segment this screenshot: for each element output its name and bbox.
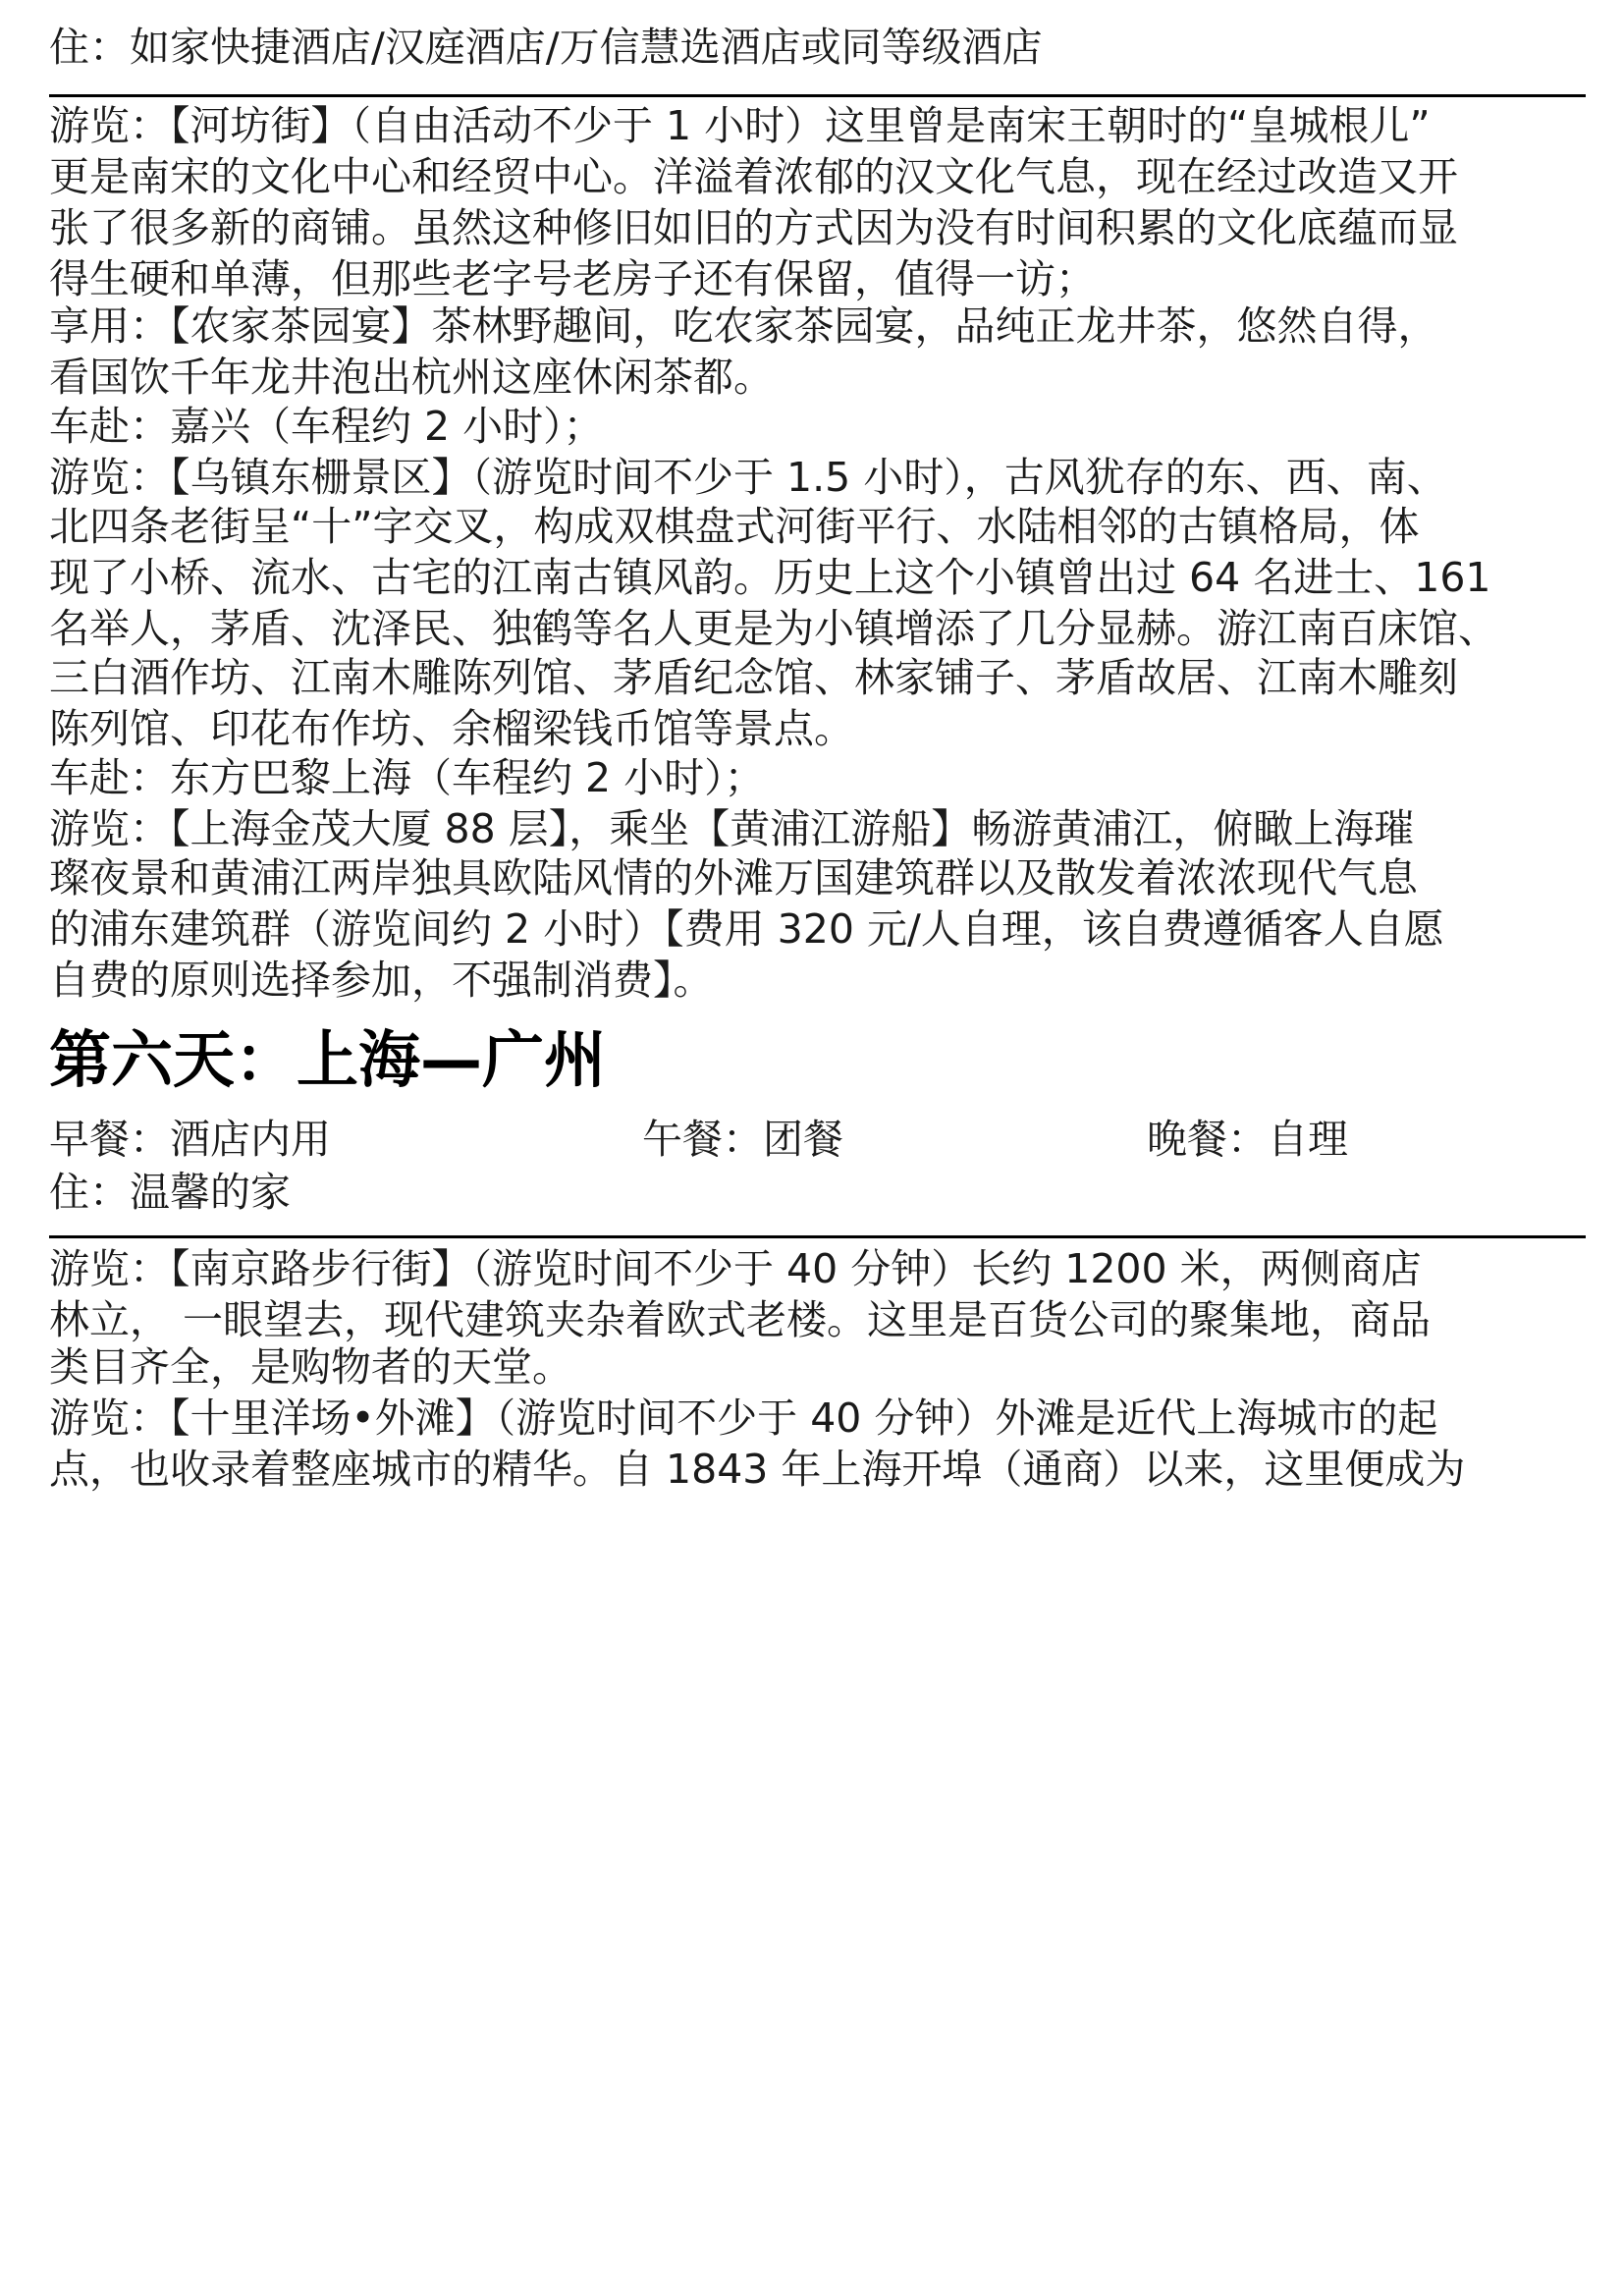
itinerary-line: 得生硬和单薄，但那些老字号老房子还有保留，值得一访；: [49, 255, 1096, 302]
itinerary-line: 看国饮千年龙井泡出杭州这座休闲茶都。: [49, 354, 774, 401]
itinerary-line: 现了小桥、流水、古宅的江南古镇风韵。历史上这个小镇曾出过 64 名进士、161: [49, 554, 1491, 601]
itinerary-line: 名举人，茅盾、沈泽民、独鹤等名人更是为小镇增添了几分显赫。游江南百床馆、: [49, 605, 1498, 652]
itinerary-line: 点，也收录着整座城市的精华。自 1843 年上海开埠（通商）以来，这里便成为: [49, 1446, 1466, 1493]
breakfast-label: 早餐：酒店内用: [49, 1116, 331, 1163]
itinerary-line: 陈列馆、印花布作坊、余榴梁钱币馆等景点。: [49, 705, 854, 752]
itinerary-line: 三白酒作坊、江南木雕陈列馆、茅盾纪念馆、林家铺子、茅盾故居、江南木雕刻: [49, 654, 1458, 701]
section-divider: [49, 94, 1586, 97]
section-divider: [49, 1235, 1586, 1238]
itinerary-line: 类目齐全，是购物者的天堂。: [49, 1343, 572, 1391]
itinerary-line: 游览：【河坊街】（自由活动不少于 1 小时）这里曾是南宋王朝时的“皇城根儿”: [49, 102, 1431, 149]
itinerary-line: 游览：【十里洋场•外滩】（游览时间不少于 40 分钟）外滩是近代上海城市的起: [49, 1394, 1438, 1442]
itinerary-line: 车赴：嘉兴（车程约 2 小时）；: [49, 403, 604, 450]
lodging-line: 住：温馨的家: [49, 1169, 291, 1216]
lodging-line: 住：如家快捷酒店/汉庭酒店/万信慧选酒店或同等级酒店: [49, 24, 1043, 71]
itinerary-line: 的浦东建筑群（游览间约 2 小时）【费用 320 元/人自理，该自费遵循客人自愿: [49, 905, 1444, 953]
day-heading: 第六天：上海—广州: [49, 1024, 606, 1096]
itinerary-line: 游览：【乌镇东栅景区】（游览时间不少于 1.5 小时），古风犹存的东、西、南、: [49, 454, 1447, 501]
itinerary-line: 游览：【南京路步行街】（游览时间不少于 40 分钟）长约 1200 米，两侧商店: [49, 1245, 1422, 1292]
itinerary-line: 北四条老街呈“十”字交叉，构成双棋盘式河街平行、水陆相邻的古镇格局，体: [49, 503, 1420, 550]
itinerary-line: 享用：【农家茶园宴】茶林野趣间，吃农家茶园宴，品纯正龙井茶，悠然自得，: [49, 302, 1438, 350]
itinerary-line: 更是南宋的文化中心和经贸中心。洋溢着浓郁的汉文化气息，现在经过改造又开: [49, 153, 1458, 200]
lunch-label: 午餐：团餐: [642, 1116, 843, 1163]
dinner-label: 晚餐：自理: [1147, 1116, 1348, 1163]
itinerary-line: 林立， 一眼望去，现代建筑夹杂着欧式老楼。这里是百货公司的聚集地，商品: [49, 1296, 1432, 1343]
itinerary-line: 游览：【上海金茂大厦 88 层】，乘坐【黄浦江游船】畅游黄浦江，俯瞰上海璀: [49, 805, 1415, 852]
itinerary-line: 璨夜景和黄浦江两岸独具欧陆风情的外滩万国建筑群以及散发着浓浓现代气息: [49, 854, 1418, 902]
itinerary-line: 自费的原则选择参加，不强制消费】。: [49, 957, 714, 1004]
itinerary-line: 张了很多新的商铺。虽然这种修旧如旧的方式因为没有时间积累的文化底蕴而显: [49, 204, 1458, 251]
itinerary-line: 车赴：东方巴黎上海（车程约 2 小时）；: [49, 754, 765, 801]
